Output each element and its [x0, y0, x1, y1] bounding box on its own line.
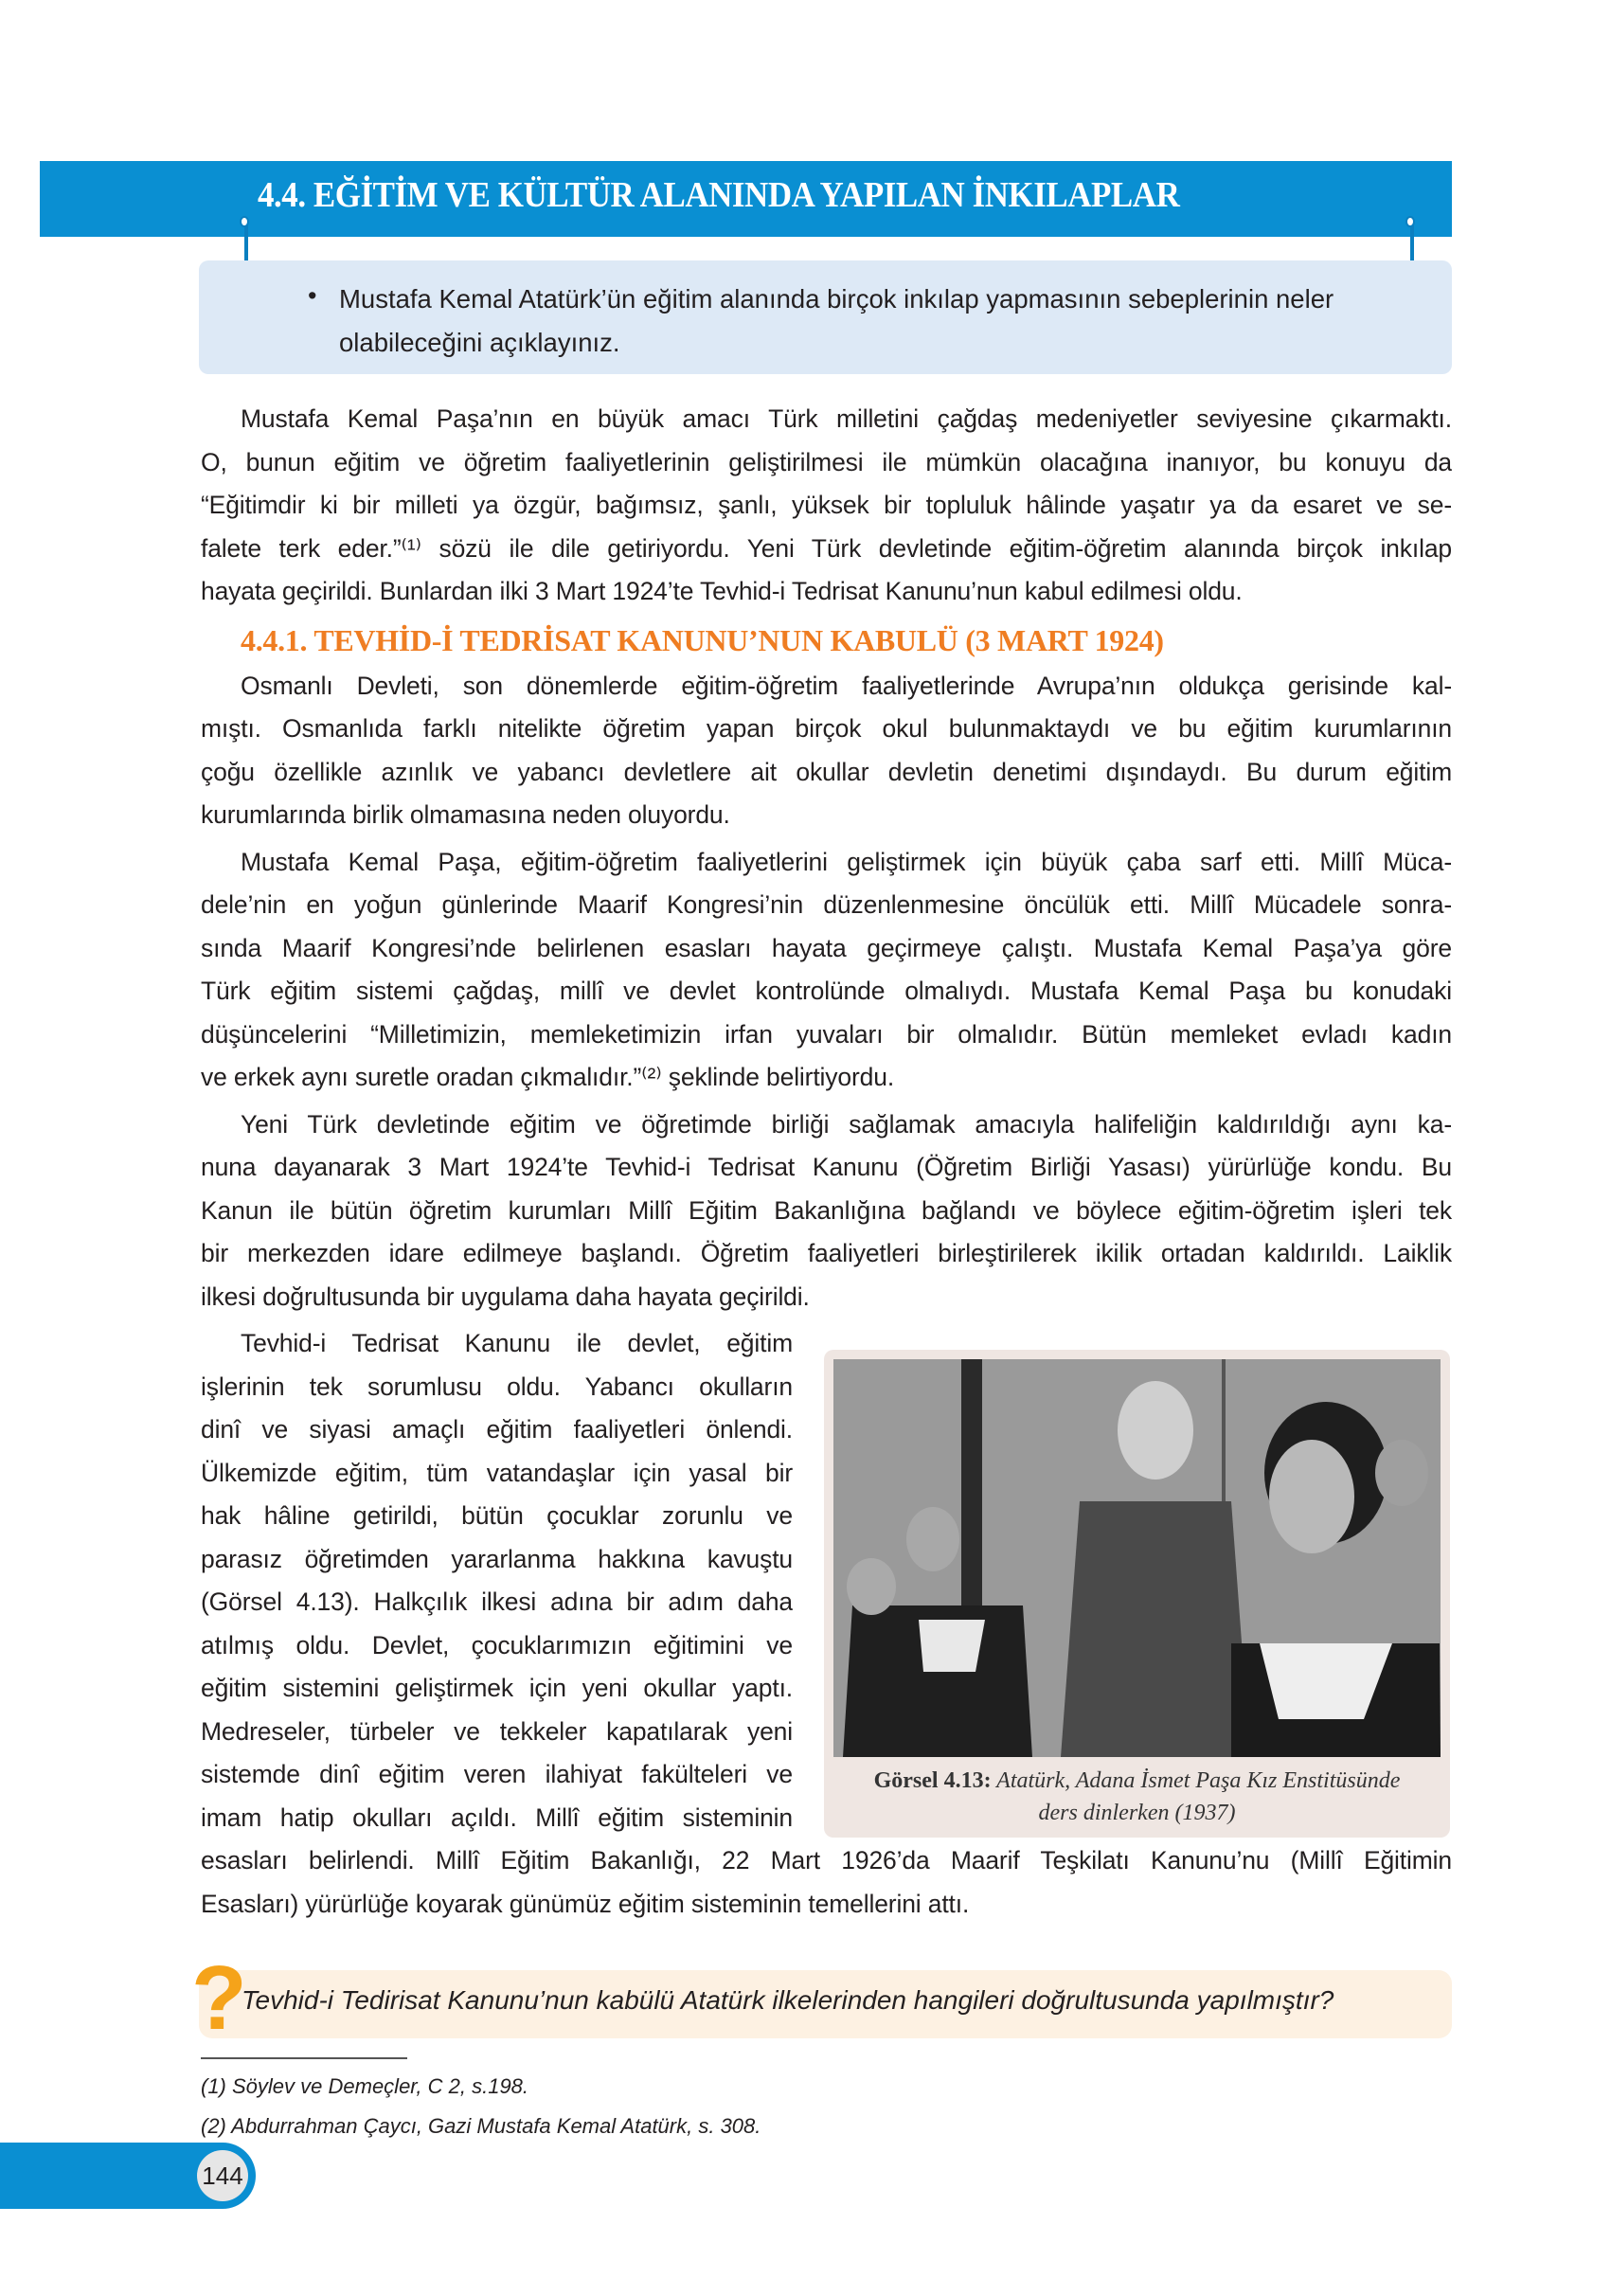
- text-line: ilkesi doğrultusunda bir uygulama daha hayata geçirildi.: [201, 1282, 810, 1311]
- section-header-bar: [40, 161, 1452, 237]
- learning-objective-box: [199, 260, 1452, 374]
- text-line: “Eğitimdir ki bir milleti ya özgür, bağımsız, şanlı, yüksek bir topluluk hâlinde yaşatır ya da esaret ve se-: [201, 491, 1452, 519]
- paragraph: [201, 665, 1452, 837]
- text-line: eğitim sistemini geliştirmek için yeni okullar yaptı.: [201, 1674, 793, 1702]
- text-line: Tevhid-i Tedrisat Kanunu ile devlet, eğitim: [241, 1329, 793, 1357]
- text-line: dinî ve siyasi amaçlı eğitim faaliyetleri önlendi.: [201, 1415, 793, 1444]
- question-mark-icon: ?: [191, 1947, 247, 2049]
- text-line: Kanun ile bütün öğretim kurumları Millî Eğitim Bakanlığına bağlandı ve böylece eğitim-öğretim işleri tek: [201, 1195, 1452, 1225]
- text-line: atılmış oldu. Devlet, çocuklarımızın eğitimini ve: [201, 1630, 793, 1659]
- text-line: Osmanlı Devleti, son dönemlerde eğitim-öğretim faaliyetlerinde Avrupa’nın oldukça gerisinde kal-: [241, 671, 1452, 700]
- text-line: nuna dayanarak 3 Mart 1924’te Tevhid-i Tedrisat Kanunu (Öğretim Birliği Yasası) yürürlüğe kondu. Bu: [201, 1153, 1452, 1181]
- text-line: çoğu özellikle azınlık ve yabancı devletlere ait okullar devletin denetimi dışındaydı. Bu durum eğitim: [201, 757, 1452, 786]
- paragraph: [201, 841, 1452, 1100]
- footnote-divider: [201, 2057, 407, 2059]
- footnote-2: (2) Abdurrahman Çaycı, Gazi Mustafa Kemal Atatürk, s. 308.: [201, 2114, 761, 2138]
- learning-objective-text: Mustafa Kemal Atatürk’ün eğitim alanında birçok inkılap yapmasının sebeplerinin neler olabileceğini açıklayınız.: [339, 284, 1334, 357]
- text-line: falete terk eder.”⁽¹⁾ sözü ile dile getiriyordu. Yeni Türk devletinde eğitim-öğretim alanında birçok inkılap: [201, 533, 1452, 563]
- text-line: sında Maarif Kongresi’nde belirlenen esasları hayata geçirmeye çalıştı. Mustafa Kemal Paşa’ya göre: [201, 933, 1452, 962]
- paragraph: [201, 1103, 1452, 1319]
- text-line: dele’nin en yoğun günlerinde Maarif Kongresi’nin düzenlenmesine öncülük etti. Millî Mücadele sonra-: [201, 890, 1452, 919]
- question-text: Tevhid-i Tedirisat Kanunu’nun kabülü Atatürk ilkelerinden hangileri doğrultusunda yapılmıştır?: [242, 1985, 1334, 2015]
- caption-line-2: ders dinlerken (1937): [1038, 1801, 1236, 1825]
- text-line: imam hatip okulları açıldı. Millî eğitim sisteminin: [201, 1803, 793, 1832]
- text-line: Mustafa Kemal Paşa’nın en büyük amacı Türk milletini çağdaş medeniyetler seviyesine çıkarmaktı.: [241, 404, 1452, 433]
- text-line: Türk eğitim sistemi çağdaş, millî ve devlet kontrolünde olmalıydı. Mustafa Kemal Paşa bu konudaki: [201, 977, 1452, 1005]
- text-line: hak hâline getirildi, bütün çocuklar zorunlu ve: [201, 1501, 793, 1530]
- text-line: mıştı. Osmanlıda farklı nitelikte öğretim yapan birçok okul bulunmaktaydı ve bu eğitim kurumlarının: [201, 714, 1452, 743]
- text-line: sistemde dinî eğitim veren ilahiyat fakülteleri ve: [201, 1760, 793, 1788]
- text-line: Esasları) yürürlüğe koyarak günümüz eğitim sisteminin temellerini attı.: [201, 1889, 970, 1918]
- text-line: işlerinin tek sorumlusu oldu. Yabancı okulların: [201, 1372, 793, 1401]
- text-line: Medreseler, türbeler ve tekkeler kapatılarak yeni: [201, 1716, 793, 1746]
- figure-caption: [824, 1765, 1450, 1829]
- paragraph: [201, 398, 1452, 614]
- bullet: •: [308, 281, 317, 310]
- section-title: 4.4. EĞİTİM VE KÜLTÜR ALANINDA YAPILAN İNKILAPLAR: [258, 175, 1180, 215]
- subheading: 4.4.1. TEVHİD-İ TEDRİSAT KANUNU’NUN KABULÜ (3 MART 1924): [241, 622, 1164, 657]
- text-line: Ülkemizde eğitim, tüm vatandaşlar için yasal bir: [201, 1458, 793, 1487]
- figure-label: Görsel 4.13:: [873, 1768, 992, 1793]
- text-line: bir merkezden idare edilmeye başlandı. Öğretim faaliyetleri birleştirilerek ikilik ortadan kaldırıldı. Laiklik: [201, 1239, 1452, 1267]
- text-line: Yeni Türk devletinde eğitim ve öğretimde birliği sağlamak amacıyla halifeliğin kaldırıldığı aynı ka-: [241, 1109, 1452, 1139]
- figure-4-13: [824, 1350, 1450, 1838]
- historical-photo: [833, 1359, 1441, 1757]
- text-line: O, bunun eğitim ve öğretim faaliyetlerinin geliştirilmesi ile mümkün olacağına inanıyor, bu konuyu da: [201, 447, 1452, 476]
- page-number: 144: [197, 2150, 248, 2201]
- text-line: (Görsel 4.13). Halkçılık ilkesi adına bir adım daha: [201, 1587, 793, 1616]
- text-line: kurumlarında birlik olmamasına neden oluyordu.: [201, 800, 730, 829]
- text-line: ve erkek aynı suretle oradan çıkmalıdır.”⁽²⁾ şeklinde belirtiyordu.: [201, 1063, 895, 1091]
- text-line: parasız öğretimden yararlanma hakkına kavuştu: [201, 1544, 793, 1573]
- text-line: Mustafa Kemal Paşa, eğitim-öğretim faaliyetlerini geliştirmek için büyük çaba sarf etti. Millî Müca-: [241, 847, 1452, 876]
- paragraph: [201, 1839, 1452, 1926]
- text-line: hayata geçirildi. Bunlardan ilki 3 Mart 1924’te Tevhid-i Tedrisat Kanunu’nun kabul edilmesi oldu.: [201, 577, 1243, 605]
- footnote-1: (1) Söylev ve Demeçler, C 2, s.198.: [201, 2074, 529, 2098]
- text-line: esasları belirlendi. Millî Eğitim Bakanlığı, 22 Mart 1926’da Maarif Teşkilatı Kanunu’nu (Millî Eğitimin: [201, 1846, 1452, 1874]
- caption-line-1: Atatürk, Adana İsmet Paşa Kız Enstitüsünde: [996, 1768, 1401, 1793]
- question-box: [191, 1947, 1452, 2049]
- text-line: düşüncelerini “Milletimizin, memleketimizin irfan yuvaları bir olmalıdır. Bütün memleket evladı kadın: [201, 1019, 1452, 1049]
